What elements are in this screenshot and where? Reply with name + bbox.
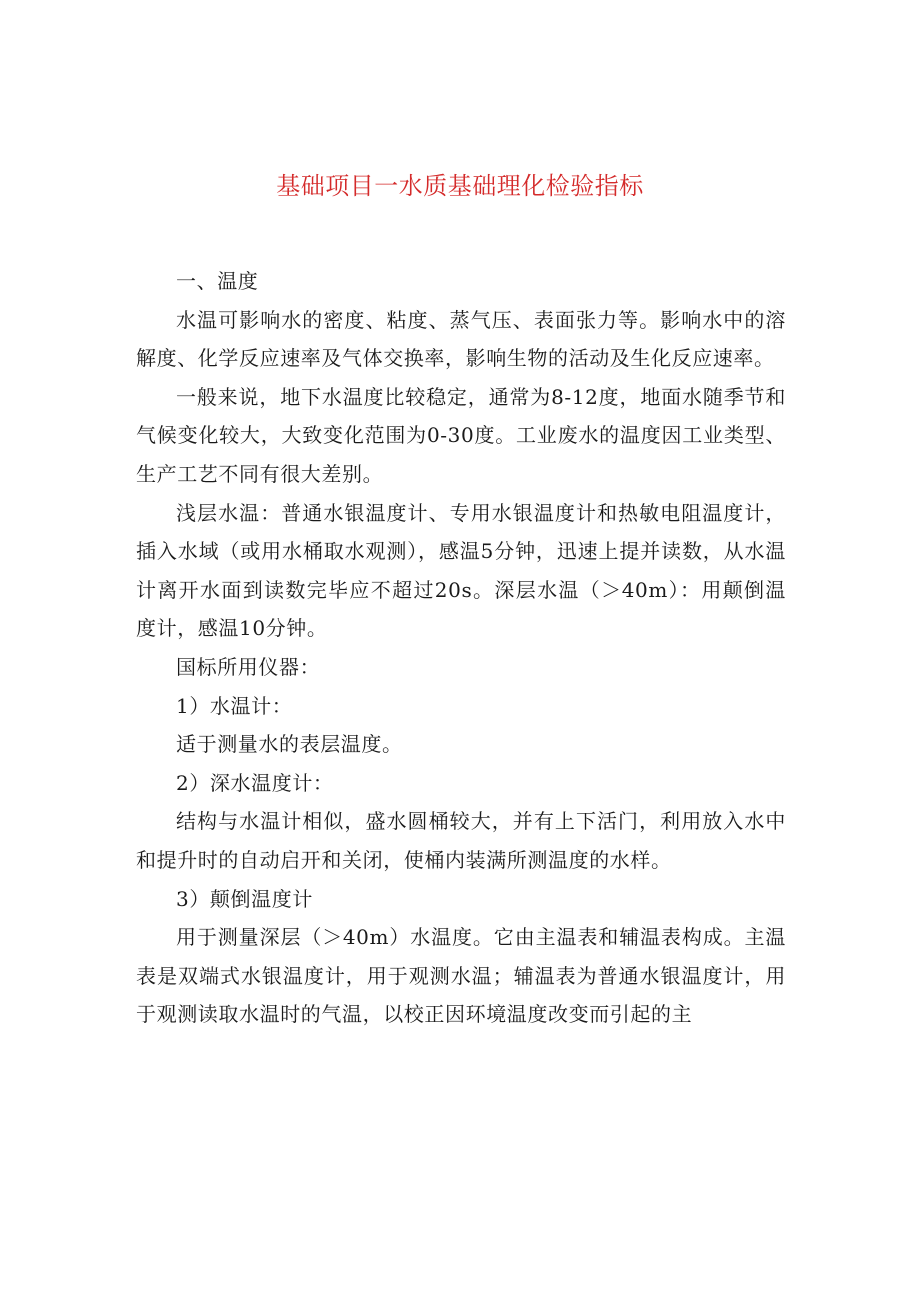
paragraph-deep-water-thermometer-structure: 结构与水温计相似，盛水圆桶较大，并有上下活门，利用放入水中和提升时的自动启开和关闭，使桶内装满所测温度的水样。	[136, 809, 786, 872]
paragraph-measurement-method: 浅层水温：普通水银温度计、专用水银温度计和热敏电阻温度计，插入水域（或用水桶取水观测），感温5分钟，迅速上提并读数，从水温计离开水面到读数完毕应不超过20s。深层水温（＞40m）：用颠倒温度计，感温10分钟。	[136, 500, 786, 641]
list-item-deep-water-thermometer: 2）深水温度计：	[176, 770, 334, 795]
section-heading-temperature: 一、温度	[176, 269, 259, 293]
list-item-water-thermometer: 1）水温计：	[176, 693, 293, 718]
paragraph-temperature-ranges: 一般来说，地下水温度比较稳定，通常为8-12度，地面水随季节和气候变化较大，大致变化范围为0-30度。工业废水的温度因工业类型、生产工艺不同有很大差别。	[136, 384, 786, 486]
paragraph-reversing-thermometer-description: 用于测量深层（＞40m）水温度。它由主温表和辅温表构成。主温表是双端式水银温度计，用于观测水温；辅温表为普通水银温度计，用于观测读取水温时的气温，以校正因环境温度改变而引起的主	[136, 925, 786, 1027]
list-item-reversing-thermometer: 3）颠倒温度计	[176, 886, 313, 911]
paragraph-water-temperature-effects: 水温可影响水的密度、粘度、蒸气压、表面张力等。影响水中的溶解度、化学反应速率及气体交换率，影响生物的活动及生化反应速率。	[136, 307, 786, 371]
document-title: 基础项目一水质基础理化检验指标	[276, 172, 644, 200]
paragraph-national-standard-instruments: 国标所用仪器：	[176, 654, 321, 679]
document-body	[136, 262, 786, 1034]
paragraph-water-thermometer-use: 适于测量水的表层温度。	[176, 732, 403, 757]
